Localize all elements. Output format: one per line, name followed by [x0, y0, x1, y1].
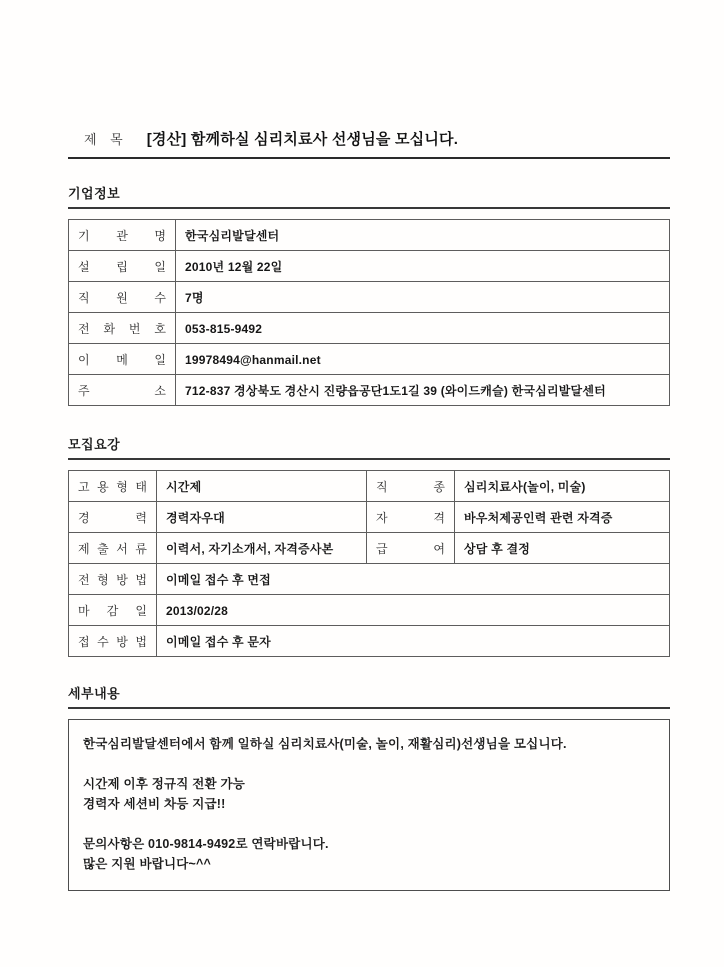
table-row — [69, 502, 670, 533]
row-label-phone: 전 화 번 호 — [69, 313, 176, 344]
page-title: [경산] 함께하실 심리치료사 선생님을 모십니다. — [146, 131, 459, 148]
detail-line-blank — [83, 814, 657, 834]
table-row — [69, 375, 670, 406]
table-row — [69, 626, 670, 657]
recruit-table — [68, 470, 670, 657]
row-label-employees: 직 원 수 — [69, 282, 176, 313]
row-label-application-method: 접 수 방 법 — [69, 626, 157, 657]
detail-line: 경력자 세션비 차등 지급!! — [83, 797, 226, 811]
row-value-employees: 7명 — [176, 282, 670, 313]
table-row — [69, 282, 670, 313]
row-label-email: 이 메 일 — [69, 344, 176, 375]
detail-line-blank — [83, 754, 657, 774]
table-row — [69, 313, 670, 344]
row-label-qualification: 자 격 — [367, 502, 455, 533]
row-value-employment-type: 시간제 — [157, 471, 367, 502]
row-label-salary: 급 여 — [367, 533, 455, 564]
row-value-email: 19978494@hanmail.net — [176, 344, 670, 375]
table-row — [69, 220, 670, 251]
row-value-deadline: 2013/02/28 — [157, 595, 670, 626]
row-value-salary: 상담 후 결정 — [455, 533, 670, 564]
row-label-documents: 제 출 서 류 — [69, 533, 157, 564]
recruit-heading: 모집요강 — [68, 434, 670, 460]
company-info-heading: 기업정보 — [68, 183, 670, 209]
table-row — [69, 533, 670, 564]
row-value-documents: 이력서, 자기소개서, 자격증사본 — [157, 533, 367, 564]
detail-line: 시간제 이후 정규직 전환 가능 — [83, 777, 245, 791]
table-row — [69, 564, 670, 595]
row-value-experience: 경력자우대 — [157, 502, 367, 533]
document-content — [68, 0, 670, 891]
table-row — [69, 344, 670, 375]
row-label-institution: 기 관 명 — [69, 220, 176, 251]
row-label-experience: 경 력 — [69, 502, 157, 533]
detail-line: 많은 지원 바랍니다~^^ — [83, 857, 212, 871]
row-value-founded: 2010년 12월 22일 — [176, 251, 670, 282]
table-row — [69, 251, 670, 282]
row-label-job-category: 직 종 — [367, 471, 455, 502]
company-info-table — [68, 219, 670, 406]
row-label-selection-method: 전 형 방 법 — [69, 564, 157, 595]
row-value-phone: 053-815-9492 — [176, 313, 670, 344]
row-label-founded: 설 립 일 — [69, 251, 176, 282]
row-value-application-method: 이메일 접수 후 문자 — [157, 626, 670, 657]
row-value-address: 712-837 경상북도 경산시 진량읍공단1도1길 39 (와이드캐슬) 한국심리발달센터 — [176, 375, 670, 406]
table-row — [69, 595, 670, 626]
row-label-deadline: 마 감 일 — [69, 595, 157, 626]
row-label-employment-type: 고 용 형 태 — [69, 471, 157, 502]
title-field-label: 제 목 — [84, 132, 123, 147]
detail-heading: 세부내용 — [68, 683, 670, 709]
detail-line: 한국심리발달센터에서 함께 일하실 심리치료사(미술, 놀이, 재활심리)선생님을 모십니다. — [83, 737, 567, 751]
row-label-address: 주 소 — [69, 375, 176, 406]
table-row — [69, 471, 670, 502]
detail-box — [68, 719, 670, 891]
title-row — [68, 128, 670, 159]
row-value-job-category: 심리치료사(놀이, 미술) — [455, 471, 670, 502]
row-value-institution: 한국심리발달센터 — [176, 220, 670, 251]
detail-line: 문의사항은 010-9814-9492로 연락바랍니다. — [83, 837, 329, 851]
row-value-selection-method: 이메일 접수 후 면접 — [157, 564, 670, 595]
row-value-qualification: 바우처제공인력 관련 자격증 — [455, 502, 670, 533]
